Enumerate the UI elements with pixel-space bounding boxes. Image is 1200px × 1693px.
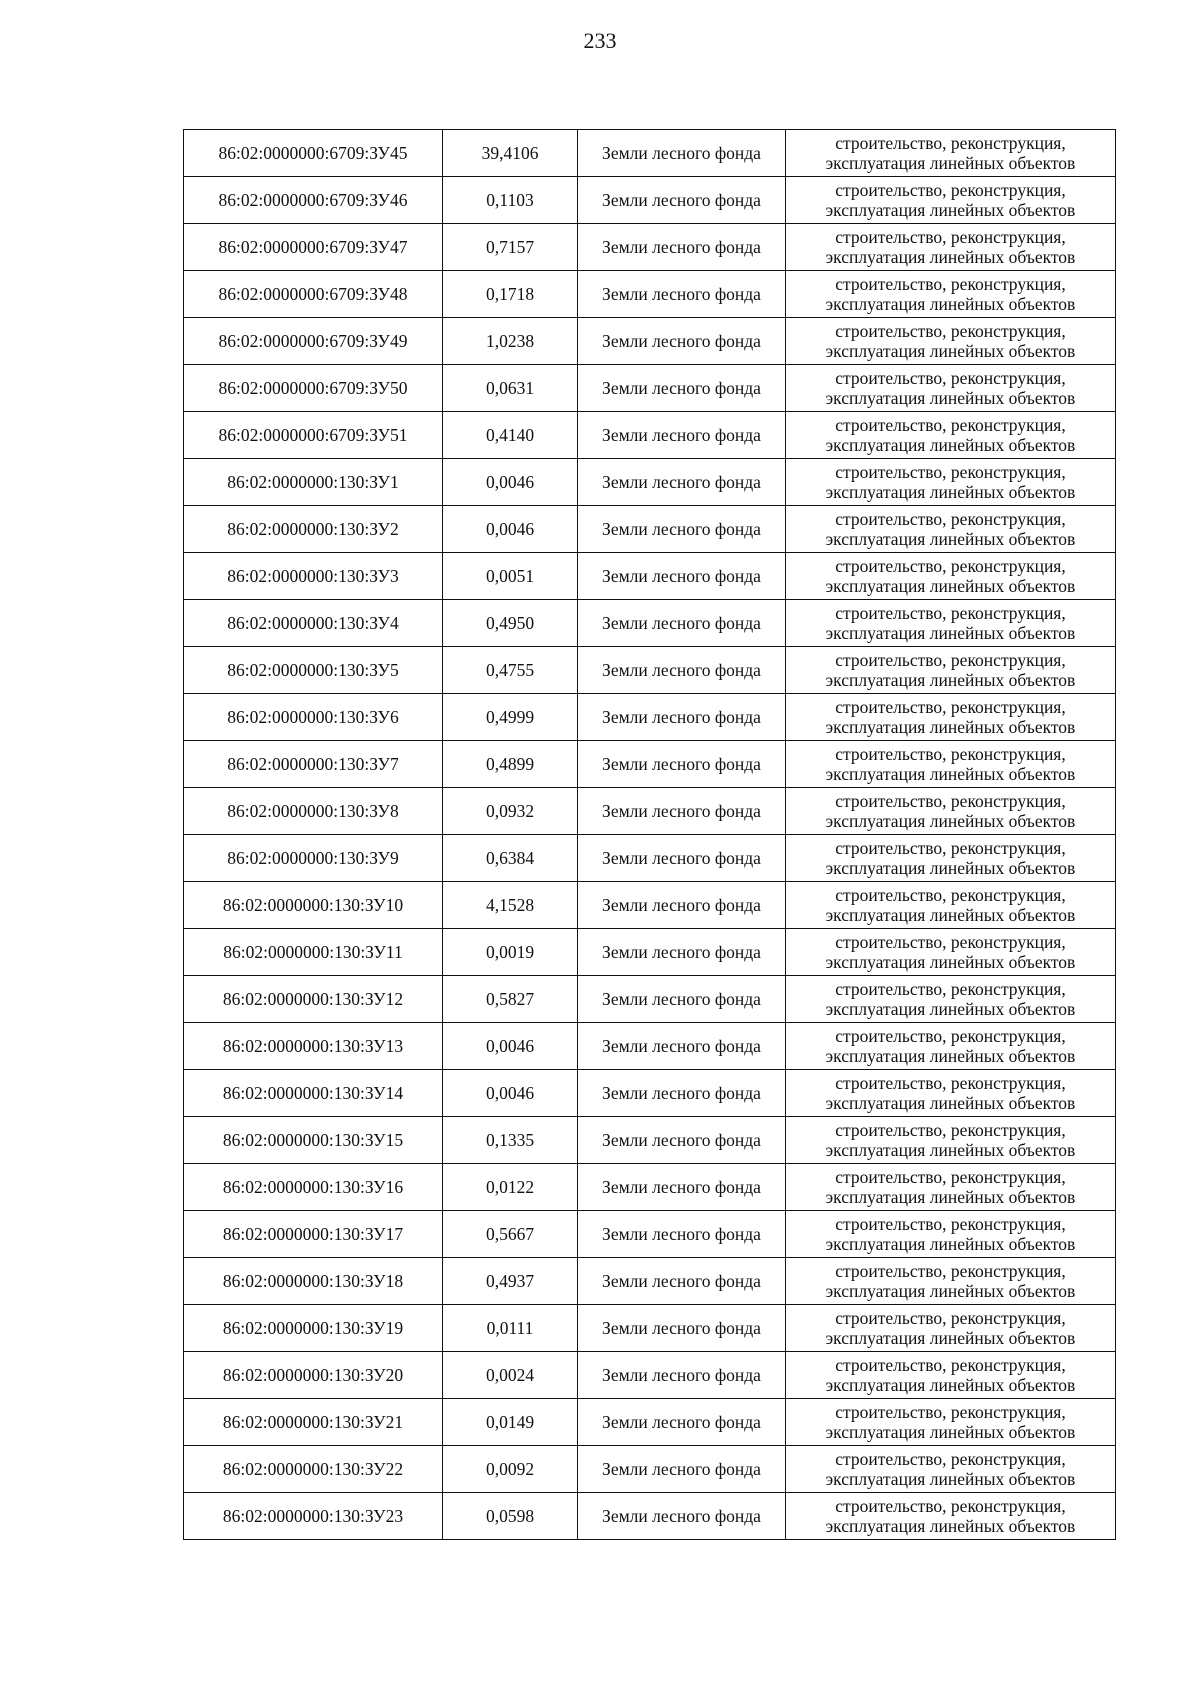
permitted-use-cell bbox=[786, 271, 1116, 318]
land-category-cell: Земли лесного фонда bbox=[578, 1164, 786, 1211]
land-category-cell: Земли лесного фонда bbox=[578, 1070, 786, 1117]
permitted-use-line-2: эксплуатация линейных объектов bbox=[825, 764, 1076, 784]
area-cell: 0,0051 bbox=[443, 553, 578, 600]
permitted-use-line-1: строительство, реконструкция, bbox=[835, 1026, 1066, 1046]
permitted-use-line-2: эксплуатация линейных объектов bbox=[825, 1422, 1076, 1442]
land-category-cell: Земли лесного фонда bbox=[578, 694, 786, 741]
cadastral-number-cell: 86:02:0000000:6709:ЗУ51 bbox=[184, 412, 443, 459]
permitted-use-line-1: строительство, реконструкция, bbox=[835, 932, 1066, 952]
land-category-cell: Земли лесного фонда bbox=[578, 1117, 786, 1164]
permitted-use-cell bbox=[786, 130, 1116, 177]
permitted-use-line-1: строительство, реконструкция, bbox=[835, 1308, 1066, 1328]
permitted-use-line-1: строительство, реконструкция, bbox=[835, 1496, 1066, 1516]
permitted-use-line-1: строительство, реконструкция, bbox=[835, 791, 1066, 811]
permitted-use-cell bbox=[786, 929, 1116, 976]
permitted-use-line-1: строительство, реконструкция, bbox=[835, 133, 1066, 153]
permitted-use-line-2: эксплуатация линейных объектов bbox=[825, 247, 1076, 267]
cadastral-number-cell: 86:02:0000000:130:ЗУ19 bbox=[184, 1305, 443, 1352]
cadastral-number-cell: 86:02:0000000:130:ЗУ21 bbox=[184, 1399, 443, 1446]
land-category-cell: Земли лесного фонда bbox=[578, 600, 786, 647]
table-row bbox=[184, 506, 1116, 553]
area-cell: 0,0092 bbox=[443, 1446, 578, 1493]
cadastral-number-cell: 86:02:0000000:130:ЗУ2 bbox=[184, 506, 443, 553]
permitted-use-line-1: строительство, реконструкция, bbox=[835, 1402, 1066, 1422]
permitted-use-line-2: эксплуатация линейных объектов bbox=[825, 200, 1076, 220]
area-cell: 0,0046 bbox=[443, 1070, 578, 1117]
table-row bbox=[184, 553, 1116, 600]
land-category-cell: Земли лесного фонда bbox=[578, 1211, 786, 1258]
cadastral-number-cell: 86:02:0000000:130:ЗУ5 bbox=[184, 647, 443, 694]
land-plots-table bbox=[183, 129, 1116, 1540]
table-row bbox=[184, 1164, 1116, 1211]
permitted-use-line-1: строительство, реконструкция, bbox=[835, 415, 1066, 435]
area-cell: 0,0046 bbox=[443, 506, 578, 553]
permitted-use-cell bbox=[786, 1305, 1116, 1352]
table-row bbox=[184, 1446, 1116, 1493]
table-row bbox=[184, 1258, 1116, 1305]
table-row bbox=[184, 647, 1116, 694]
area-cell: 0,0019 bbox=[443, 929, 578, 976]
cadastral-number-cell: 86:02:0000000:130:ЗУ11 bbox=[184, 929, 443, 976]
permitted-use-cell bbox=[786, 694, 1116, 741]
land-category-cell: Земли лесного фонда bbox=[578, 412, 786, 459]
permitted-use-line-1: строительство, реконструкция, bbox=[835, 1167, 1066, 1187]
permitted-use-cell bbox=[786, 600, 1116, 647]
permitted-use-cell bbox=[786, 412, 1116, 459]
permitted-use-line-2: эксплуатация линейных объектов bbox=[825, 1281, 1076, 1301]
permitted-use-line-2: эксплуатация линейных объектов bbox=[825, 623, 1076, 643]
table-row bbox=[184, 224, 1116, 271]
table-row bbox=[184, 177, 1116, 224]
land-category-cell: Земли лесного фонда bbox=[578, 177, 786, 224]
table-row bbox=[184, 412, 1116, 459]
area-cell: 0,0598 bbox=[443, 1493, 578, 1540]
permitted-use-cell bbox=[786, 788, 1116, 835]
permitted-use-cell bbox=[786, 224, 1116, 271]
permitted-use-line-2: эксплуатация линейных объектов bbox=[825, 952, 1076, 972]
permitted-use-line-2: эксплуатация линейных объектов bbox=[825, 1375, 1076, 1395]
land-category-cell: Земли лесного фонда bbox=[578, 271, 786, 318]
area-cell: 0,0122 bbox=[443, 1164, 578, 1211]
permitted-use-line-2: эксплуатация линейных объектов bbox=[825, 999, 1076, 1019]
permitted-use-line-1: строительство, реконструкция, bbox=[835, 368, 1066, 388]
permitted-use-line-2: эксплуатация линейных объектов bbox=[825, 576, 1076, 596]
permitted-use-line-1: строительство, реконструкция, bbox=[835, 321, 1066, 341]
permitted-use-line-2: эксплуатация линейных объектов bbox=[825, 811, 1076, 831]
permitted-use-line-1: строительство, реконструкция, bbox=[835, 462, 1066, 482]
area-cell: 0,1335 bbox=[443, 1117, 578, 1164]
area-cell: 39,4106 bbox=[443, 130, 578, 177]
cadastral-number-cell: 86:02:0000000:130:ЗУ18 bbox=[184, 1258, 443, 1305]
permitted-use-line-1: строительство, реконструкция, bbox=[835, 603, 1066, 623]
table-row bbox=[184, 130, 1116, 177]
land-category-cell: Земли лесного фонда bbox=[578, 835, 786, 882]
permitted-use-line-1: строительство, реконструкция, bbox=[835, 556, 1066, 576]
land-category-cell: Земли лесного фонда bbox=[578, 882, 786, 929]
table-row bbox=[184, 741, 1116, 788]
permitted-use-line-2: эксплуатация линейных объектов bbox=[825, 670, 1076, 690]
cadastral-number-cell: 86:02:0000000:130:ЗУ10 bbox=[184, 882, 443, 929]
area-cell: 0,0932 bbox=[443, 788, 578, 835]
area-cell: 0,4140 bbox=[443, 412, 578, 459]
area-cell: 0,0046 bbox=[443, 1023, 578, 1070]
permitted-use-cell bbox=[786, 459, 1116, 506]
area-cell: 0,4937 bbox=[443, 1258, 578, 1305]
table-row bbox=[184, 1352, 1116, 1399]
land-category-cell: Земли лесного фонда bbox=[578, 1446, 786, 1493]
permitted-use-line-2: эксплуатация линейных объектов bbox=[825, 153, 1076, 173]
land-category-cell: Земли лесного фонда bbox=[578, 130, 786, 177]
cadastral-number-cell: 86:02:0000000:130:ЗУ8 bbox=[184, 788, 443, 835]
permitted-use-cell bbox=[786, 1023, 1116, 1070]
permitted-use-line-1: строительство, реконструкция, bbox=[835, 838, 1066, 858]
permitted-use-line-2: эксплуатация линейных объектов bbox=[825, 905, 1076, 925]
permitted-use-line-2: эксплуатация линейных объектов bbox=[825, 858, 1076, 878]
permitted-use-cell bbox=[786, 177, 1116, 224]
area-cell: 0,4755 bbox=[443, 647, 578, 694]
table-row bbox=[184, 365, 1116, 412]
land-category-cell: Земли лесного фонда bbox=[578, 741, 786, 788]
permitted-use-cell bbox=[786, 318, 1116, 365]
area-cell: 0,5827 bbox=[443, 976, 578, 1023]
land-category-cell: Земли лесного фонда bbox=[578, 318, 786, 365]
table-row bbox=[184, 788, 1116, 835]
cadastral-number-cell: 86:02:0000000:130:ЗУ23 bbox=[184, 1493, 443, 1540]
land-category-cell: Земли лесного фонда bbox=[578, 1023, 786, 1070]
page-number: 233 bbox=[583, 28, 617, 53]
cadastral-number-cell: 86:02:0000000:6709:ЗУ46 bbox=[184, 177, 443, 224]
permitted-use-cell bbox=[786, 741, 1116, 788]
permitted-use-line-1: строительство, реконструкция, bbox=[835, 979, 1066, 999]
land-category-cell: Земли лесного фонда bbox=[578, 647, 786, 694]
area-cell: 0,1718 bbox=[443, 271, 578, 318]
permitted-use-cell bbox=[786, 553, 1116, 600]
table-row bbox=[184, 929, 1116, 976]
permitted-use-line-1: строительство, реконструкция, bbox=[835, 1120, 1066, 1140]
land-category-cell: Земли лесного фонда bbox=[578, 459, 786, 506]
table-row bbox=[184, 882, 1116, 929]
cadastral-number-cell: 86:02:0000000:130:ЗУ15 bbox=[184, 1117, 443, 1164]
area-cell: 4,1528 bbox=[443, 882, 578, 929]
land-category-cell: Земли лесного фонда bbox=[578, 1258, 786, 1305]
permitted-use-line-1: строительство, реконструкция, bbox=[835, 227, 1066, 247]
permitted-use-line-2: эксплуатация линейных объектов bbox=[825, 1469, 1076, 1489]
cadastral-number-cell: 86:02:0000000:130:ЗУ22 bbox=[184, 1446, 443, 1493]
area-cell: 0,4950 bbox=[443, 600, 578, 647]
permitted-use-line-2: эксплуатация линейных объектов bbox=[825, 294, 1076, 314]
table-row bbox=[184, 1023, 1116, 1070]
table-row bbox=[184, 1117, 1116, 1164]
table-row bbox=[184, 600, 1116, 647]
area-cell: 0,0149 bbox=[443, 1399, 578, 1446]
permitted-use-line-1: строительство, реконструкция, bbox=[835, 1214, 1066, 1234]
area-cell: 1,0238 bbox=[443, 318, 578, 365]
permitted-use-line-1: строительство, реконструкция, bbox=[835, 180, 1066, 200]
land-category-cell: Земли лесного фонда bbox=[578, 506, 786, 553]
cadastral-number-cell: 86:02:0000000:130:ЗУ9 bbox=[184, 835, 443, 882]
area-cell: 0,0631 bbox=[443, 365, 578, 412]
land-category-cell: Земли лесного фонда bbox=[578, 1352, 786, 1399]
table-row bbox=[184, 694, 1116, 741]
area-cell: 0,4899 bbox=[443, 741, 578, 788]
permitted-use-line-1: строительство, реконструкция, bbox=[835, 744, 1066, 764]
permitted-use-cell bbox=[786, 506, 1116, 553]
cadastral-number-cell: 86:02:0000000:130:ЗУ13 bbox=[184, 1023, 443, 1070]
area-cell: 0,0111 bbox=[443, 1305, 578, 1352]
cadastral-number-cell: 86:02:0000000:130:ЗУ16 bbox=[184, 1164, 443, 1211]
permitted-use-line-2: эксплуатация линейных объектов bbox=[825, 1140, 1076, 1160]
land-category-cell: Земли лесного фонда bbox=[578, 1493, 786, 1540]
cadastral-number-cell: 86:02:0000000:6709:ЗУ47 bbox=[184, 224, 443, 271]
permitted-use-cell bbox=[786, 882, 1116, 929]
cadastral-number-cell: 86:02:0000000:130:ЗУ6 bbox=[184, 694, 443, 741]
land-category-cell: Земли лесного фонда bbox=[578, 976, 786, 1023]
land-category-cell: Земли лесного фонда bbox=[578, 224, 786, 271]
land-category-cell: Земли лесного фонда bbox=[578, 553, 786, 600]
permitted-use-line-2: эксплуатация линейных объектов bbox=[825, 1093, 1076, 1113]
table-row bbox=[184, 271, 1116, 318]
land-category-cell: Земли лесного фонда bbox=[578, 1305, 786, 1352]
table-row bbox=[184, 318, 1116, 365]
cadastral-number-cell: 86:02:0000000:130:ЗУ7 bbox=[184, 741, 443, 788]
permitted-use-cell bbox=[786, 1117, 1116, 1164]
land-category-cell: Земли лесного фонда bbox=[578, 788, 786, 835]
permitted-use-cell bbox=[786, 365, 1116, 412]
permitted-use-line-2: эксплуатация линейных объектов bbox=[825, 1046, 1076, 1066]
cadastral-number-cell: 86:02:0000000:130:ЗУ14 bbox=[184, 1070, 443, 1117]
permitted-use-line-1: строительство, реконструкция, bbox=[835, 509, 1066, 529]
cadastral-number-cell: 86:02:0000000:130:ЗУ1 bbox=[184, 459, 443, 506]
permitted-use-cell bbox=[786, 1070, 1116, 1117]
permitted-use-line-2: эксплуатация линейных объектов bbox=[825, 482, 1076, 502]
permitted-use-cell bbox=[786, 1446, 1116, 1493]
permitted-use-line-1: строительство, реконструкция, bbox=[835, 1261, 1066, 1281]
permitted-use-line-2: эксплуатация линейных объектов bbox=[825, 388, 1076, 408]
permitted-use-line-1: строительство, реконструкция, bbox=[835, 1449, 1066, 1469]
permitted-use-cell bbox=[786, 1258, 1116, 1305]
permitted-use-line-2: эксплуатация линейных объектов bbox=[825, 529, 1076, 549]
permitted-use-line-2: эксплуатация линейных объектов bbox=[825, 1328, 1076, 1348]
permitted-use-line-1: строительство, реконструкция, bbox=[835, 650, 1066, 670]
cadastral-number-cell: 86:02:0000000:6709:ЗУ50 bbox=[184, 365, 443, 412]
table-row bbox=[184, 1399, 1116, 1446]
land-category-cell: Земли лесного фонда bbox=[578, 1399, 786, 1446]
permitted-use-line-1: строительство, реконструкция, bbox=[835, 1073, 1066, 1093]
table-row bbox=[184, 1305, 1116, 1352]
permitted-use-line-1: строительство, реконструкция, bbox=[835, 274, 1066, 294]
permitted-use-cell bbox=[786, 1493, 1116, 1540]
permitted-use-cell bbox=[786, 1211, 1116, 1258]
permitted-use-cell bbox=[786, 647, 1116, 694]
permitted-use-cell bbox=[786, 1164, 1116, 1211]
area-cell: 0,6384 bbox=[443, 835, 578, 882]
permitted-use-line-2: эксплуатация линейных объектов bbox=[825, 1516, 1076, 1536]
permitted-use-line-2: эксплуатация линейных объектов bbox=[825, 1234, 1076, 1254]
permitted-use-line-2: эксплуатация линейных объектов bbox=[825, 341, 1076, 361]
cadastral-number-cell: 86:02:0000000:6709:ЗУ45 bbox=[184, 130, 443, 177]
area-cell: 0,5667 bbox=[443, 1211, 578, 1258]
permitted-use-line-2: эксплуатация линейных объектов bbox=[825, 435, 1076, 455]
area-cell: 0,0024 bbox=[443, 1352, 578, 1399]
cadastral-number-cell: 86:02:0000000:130:ЗУ20 bbox=[184, 1352, 443, 1399]
permitted-use-cell bbox=[786, 1399, 1116, 1446]
table-row bbox=[184, 459, 1116, 506]
cadastral-number-cell: 86:02:0000000:130:ЗУ17 bbox=[184, 1211, 443, 1258]
cadastral-number-cell: 86:02:0000000:6709:ЗУ48 bbox=[184, 271, 443, 318]
permitted-use-line-2: эксплуатация линейных объектов bbox=[825, 1187, 1076, 1207]
permitted-use-cell bbox=[786, 835, 1116, 882]
cadastral-number-cell: 86:02:0000000:6709:ЗУ49 bbox=[184, 318, 443, 365]
area-cell: 0,7157 bbox=[443, 224, 578, 271]
permitted-use-line-2: эксплуатация линейных объектов bbox=[825, 717, 1076, 737]
table-row bbox=[184, 976, 1116, 1023]
table-row bbox=[184, 1211, 1116, 1258]
permitted-use-cell bbox=[786, 976, 1116, 1023]
table-body bbox=[184, 130, 1116, 1540]
permitted-use-line-1: строительство, реконструкция, bbox=[835, 697, 1066, 717]
permitted-use-cell bbox=[786, 1352, 1116, 1399]
table-row bbox=[184, 835, 1116, 882]
cadastral-number-cell: 86:02:0000000:130:ЗУ4 bbox=[184, 600, 443, 647]
table-row bbox=[184, 1493, 1116, 1540]
cadastral-number-cell: 86:02:0000000:130:ЗУ3 bbox=[184, 553, 443, 600]
area-cell: 0,4999 bbox=[443, 694, 578, 741]
land-category-cell: Земли лесного фонда bbox=[578, 929, 786, 976]
land-category-cell: Земли лесного фонда bbox=[578, 365, 786, 412]
area-cell: 0,0046 bbox=[443, 459, 578, 506]
cadastral-number-cell: 86:02:0000000:130:ЗУ12 bbox=[184, 976, 443, 1023]
permitted-use-line-1: строительство, реконструкция, bbox=[835, 885, 1066, 905]
table-row bbox=[184, 1070, 1116, 1117]
area-cell: 0,1103 bbox=[443, 177, 578, 224]
permitted-use-line-1: строительство, реконструкция, bbox=[835, 1355, 1066, 1375]
